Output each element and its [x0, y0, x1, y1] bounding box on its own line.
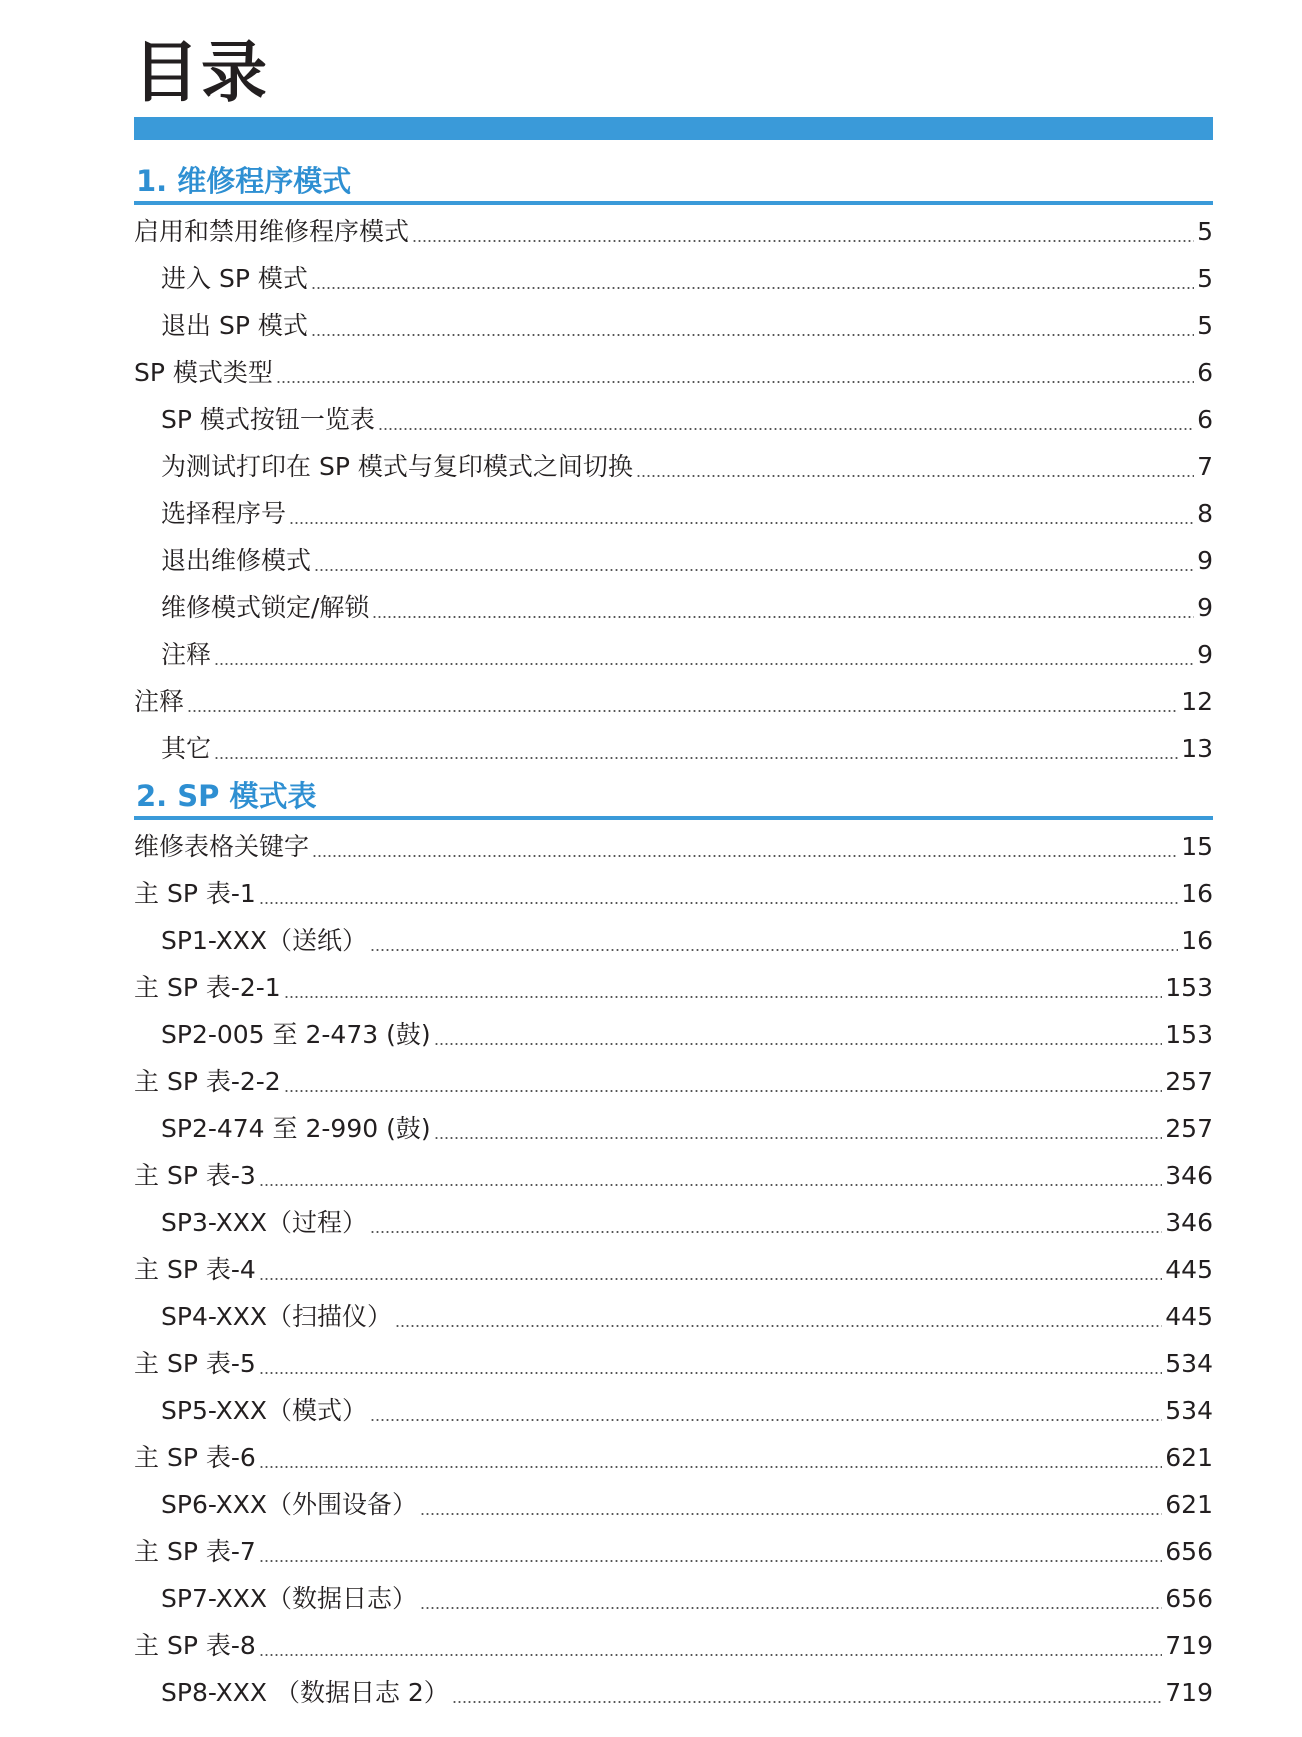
toc-entry-page-number[interactable]: 621	[1165, 1490, 1213, 1519]
toc-entry-page-number[interactable]: 5	[1197, 264, 1213, 293]
toc-entry[interactable]	[134, 823, 1213, 870]
toc-list	[134, 823, 1213, 1716]
dot-leader	[452, 1701, 1162, 1703]
toc-entry[interactable]	[134, 1058, 1213, 1105]
dot-leader	[378, 428, 1194, 430]
dot-leader	[259, 1372, 1163, 1374]
dot-leader	[370, 1231, 1162, 1233]
dot-leader	[276, 381, 1194, 383]
toc-entry[interactable]	[134, 1011, 1213, 1058]
toc-entry-page-number[interactable]: 16	[1181, 879, 1213, 908]
toc-list	[134, 208, 1213, 772]
dot-leader	[259, 1466, 1163, 1468]
dot-leader	[370, 1419, 1162, 1421]
toc-entry-page-number[interactable]: 6	[1197, 405, 1213, 434]
toc-entry[interactable]	[134, 1434, 1213, 1481]
toc-entry-label[interactable]: SP3-XXX（过程）	[161, 1208, 368, 1237]
toc-entry-label[interactable]: 主 SP 表-8	[134, 1631, 256, 1660]
toc-entry[interactable]	[134, 208, 1213, 255]
section-rule	[134, 201, 1213, 205]
toc-entry-label[interactable]: 注释	[161, 640, 212, 669]
toc-entry[interactable]	[134, 678, 1213, 725]
section-title: 1. 维修程序模式	[136, 164, 352, 198]
section-title: 2. SP 模式表	[136, 779, 317, 813]
toc-entry[interactable]	[134, 255, 1213, 302]
toc-entry[interactable]	[134, 490, 1213, 537]
toc-entry-page-number[interactable]: 445	[1165, 1255, 1213, 1284]
toc-entry[interactable]	[134, 584, 1213, 631]
toc-entry-label[interactable]: 主 SP 表-2-2	[134, 1067, 281, 1096]
toc-entry-label[interactable]: 注释	[134, 687, 185, 716]
toc-entry-page-number[interactable]: 5	[1197, 311, 1213, 340]
toc-entry-page-number[interactable]: 346	[1165, 1161, 1213, 1190]
toc-entry-page-number[interactable]: 9	[1197, 640, 1213, 669]
toc-entry[interactable]	[134, 396, 1213, 443]
toc-entry-label[interactable]: 其它	[161, 734, 212, 763]
toc-entry[interactable]	[134, 964, 1213, 1011]
toc-entry-page-number[interactable]: 16	[1181, 926, 1213, 955]
toc-entry-label[interactable]: 主 SP 表-4	[134, 1255, 256, 1284]
dot-leader	[259, 1654, 1163, 1656]
dot-leader	[214, 757, 1178, 759]
dot-leader	[187, 710, 1178, 712]
dot-leader	[311, 287, 1194, 289]
dot-leader	[314, 569, 1194, 571]
toc-entry[interactable]	[134, 1528, 1213, 1575]
toc-entry-label[interactable]: SP1-XXX（送纸）	[161, 926, 368, 955]
toc-entry-label[interactable]: 退出 SP 模式	[161, 311, 308, 340]
toc-entry-label[interactable]: 为测试打印在 SP 模式与复印模式之间切换	[161, 452, 633, 481]
toc-entry[interactable]	[134, 870, 1213, 917]
toc-entry-page-number[interactable]: 719	[1165, 1678, 1213, 1707]
dot-leader	[259, 1184, 1163, 1186]
dot-leader	[412, 240, 1194, 242]
dot-leader	[289, 522, 1194, 524]
toc-entry[interactable]	[134, 537, 1213, 584]
toc-entry[interactable]	[134, 1199, 1213, 1246]
toc-entry-label[interactable]: SP8-XXX （数据日志 2）	[161, 1678, 449, 1707]
dot-leader	[434, 1137, 1163, 1139]
dot-leader	[312, 855, 1178, 857]
toc-entry-page-number[interactable]: 445	[1165, 1302, 1213, 1331]
toc-entry-page-number[interactable]: 7	[1197, 452, 1213, 481]
section-rule	[134, 816, 1213, 820]
dot-leader	[284, 996, 1163, 998]
toc-entry-label[interactable]: 主 SP 表-1	[134, 879, 256, 908]
page-title: 目录	[133, 34, 269, 111]
toc-entry-label[interactable]: 主 SP 表-5	[134, 1349, 256, 1378]
toc-entry[interactable]	[134, 631, 1213, 678]
toc-entry-label[interactable]: 启用和禁用维修程序模式	[134, 217, 410, 246]
toc-entry-label[interactable]: 主 SP 表-6	[134, 1443, 256, 1472]
toc-entry-page-number[interactable]: 6	[1197, 358, 1213, 387]
dot-leader	[420, 1513, 1162, 1515]
dot-leader	[395, 1325, 1162, 1327]
toc-entry-label[interactable]: SP6-XXX（外围设备）	[161, 1490, 418, 1519]
toc-entry[interactable]	[134, 1481, 1213, 1528]
toc-entry[interactable]	[134, 1246, 1213, 1293]
toc-entry-page-number[interactable]: 656	[1165, 1584, 1213, 1613]
toc-entry-page-number[interactable]: 656	[1165, 1537, 1213, 1566]
toc-entry-page-number[interactable]: 621	[1165, 1443, 1213, 1472]
toc-entry-label[interactable]: 退出维修模式	[161, 546, 312, 575]
toc-entry-page-number[interactable]: 9	[1197, 593, 1213, 622]
dot-leader	[284, 1090, 1163, 1092]
toc-entry-label[interactable]: 维修表格关键字	[134, 832, 310, 861]
toc-entry-page-number[interactable]: 257	[1165, 1114, 1213, 1143]
toc-entry[interactable]	[134, 349, 1213, 396]
dot-leader	[370, 949, 1178, 951]
toc-entry[interactable]	[134, 1105, 1213, 1152]
toc-entry-label[interactable]: 主 SP 表-7	[134, 1537, 256, 1566]
toc-entry[interactable]	[134, 725, 1213, 772]
toc-entry-page-number[interactable]: 5	[1197, 217, 1213, 246]
dot-leader	[259, 902, 1178, 904]
toc-entry-label[interactable]: SP4-XXX（扫描仪）	[161, 1302, 393, 1331]
dot-leader	[434, 1043, 1163, 1045]
toc-entry-label[interactable]: 维修模式锁定/解锁	[161, 593, 370, 622]
toc-entry-label[interactable]: 进入 SP 模式	[161, 264, 308, 293]
toc-entry[interactable]	[134, 1293, 1213, 1340]
toc-entry-label[interactable]: SP 模式类型	[134, 358, 273, 387]
dot-leader	[259, 1560, 1163, 1562]
toc-entry-label[interactable]: SP5-XXX（模式）	[161, 1396, 368, 1425]
toc-entry-page-number[interactable]: 153	[1165, 973, 1213, 1002]
toc-entry-page-number[interactable]: 719	[1165, 1631, 1213, 1660]
dot-leader	[420, 1607, 1162, 1609]
toc-entry-label[interactable]: 主 SP 表-2-1	[134, 973, 281, 1002]
toc-entry-page-number[interactable]: 15	[1181, 832, 1213, 861]
toc-entry-label[interactable]: SP7-XXX（数据日志）	[161, 1584, 418, 1613]
dot-leader	[214, 663, 1194, 665]
dot-leader	[636, 475, 1194, 477]
toc-entry[interactable]	[134, 1575, 1213, 1622]
toc-entry-page-number[interactable]: 9	[1197, 546, 1213, 575]
dot-leader	[259, 1278, 1163, 1280]
toc-entry-label[interactable]: SP2-474 至 2-990 (鼓)	[161, 1114, 431, 1143]
title-bar	[134, 117, 1213, 140]
toc-entry[interactable]	[134, 1152, 1213, 1199]
toc-entry[interactable]	[134, 1622, 1213, 1669]
toc-entry-page-number[interactable]: 346	[1165, 1208, 1213, 1237]
toc-entry-page-number[interactable]: 534	[1165, 1349, 1213, 1378]
toc-entry-label[interactable]: SP2-005 至 2-473 (鼓)	[161, 1020, 431, 1049]
toc-entry-label[interactable]: 主 SP 表-3	[134, 1161, 256, 1190]
toc-entry[interactable]	[134, 443, 1213, 490]
toc-entry-page-number[interactable]: 8	[1197, 499, 1213, 528]
toc-entry-page-number[interactable]: 257	[1165, 1067, 1213, 1096]
dot-leader	[311, 334, 1194, 336]
toc-entry[interactable]	[134, 1387, 1213, 1434]
toc-entry-page-number[interactable]: 153	[1165, 1020, 1213, 1049]
toc-entry-page-number[interactable]: 13	[1181, 734, 1213, 763]
dot-leader	[372, 616, 1194, 618]
toc-entry-page-number[interactable]: 12	[1181, 687, 1213, 716]
toc-entry[interactable]	[134, 917, 1213, 964]
toc-entry-page-number[interactable]: 534	[1165, 1396, 1213, 1425]
toc-entry[interactable]	[134, 302, 1213, 349]
toc-entry-label[interactable]: SP 模式按钮一览表	[161, 405, 375, 434]
toc-entry[interactable]	[134, 1669, 1213, 1716]
toc-entry[interactable]	[134, 1340, 1213, 1387]
toc-entry-label[interactable]: 选择程序号	[161, 499, 287, 528]
